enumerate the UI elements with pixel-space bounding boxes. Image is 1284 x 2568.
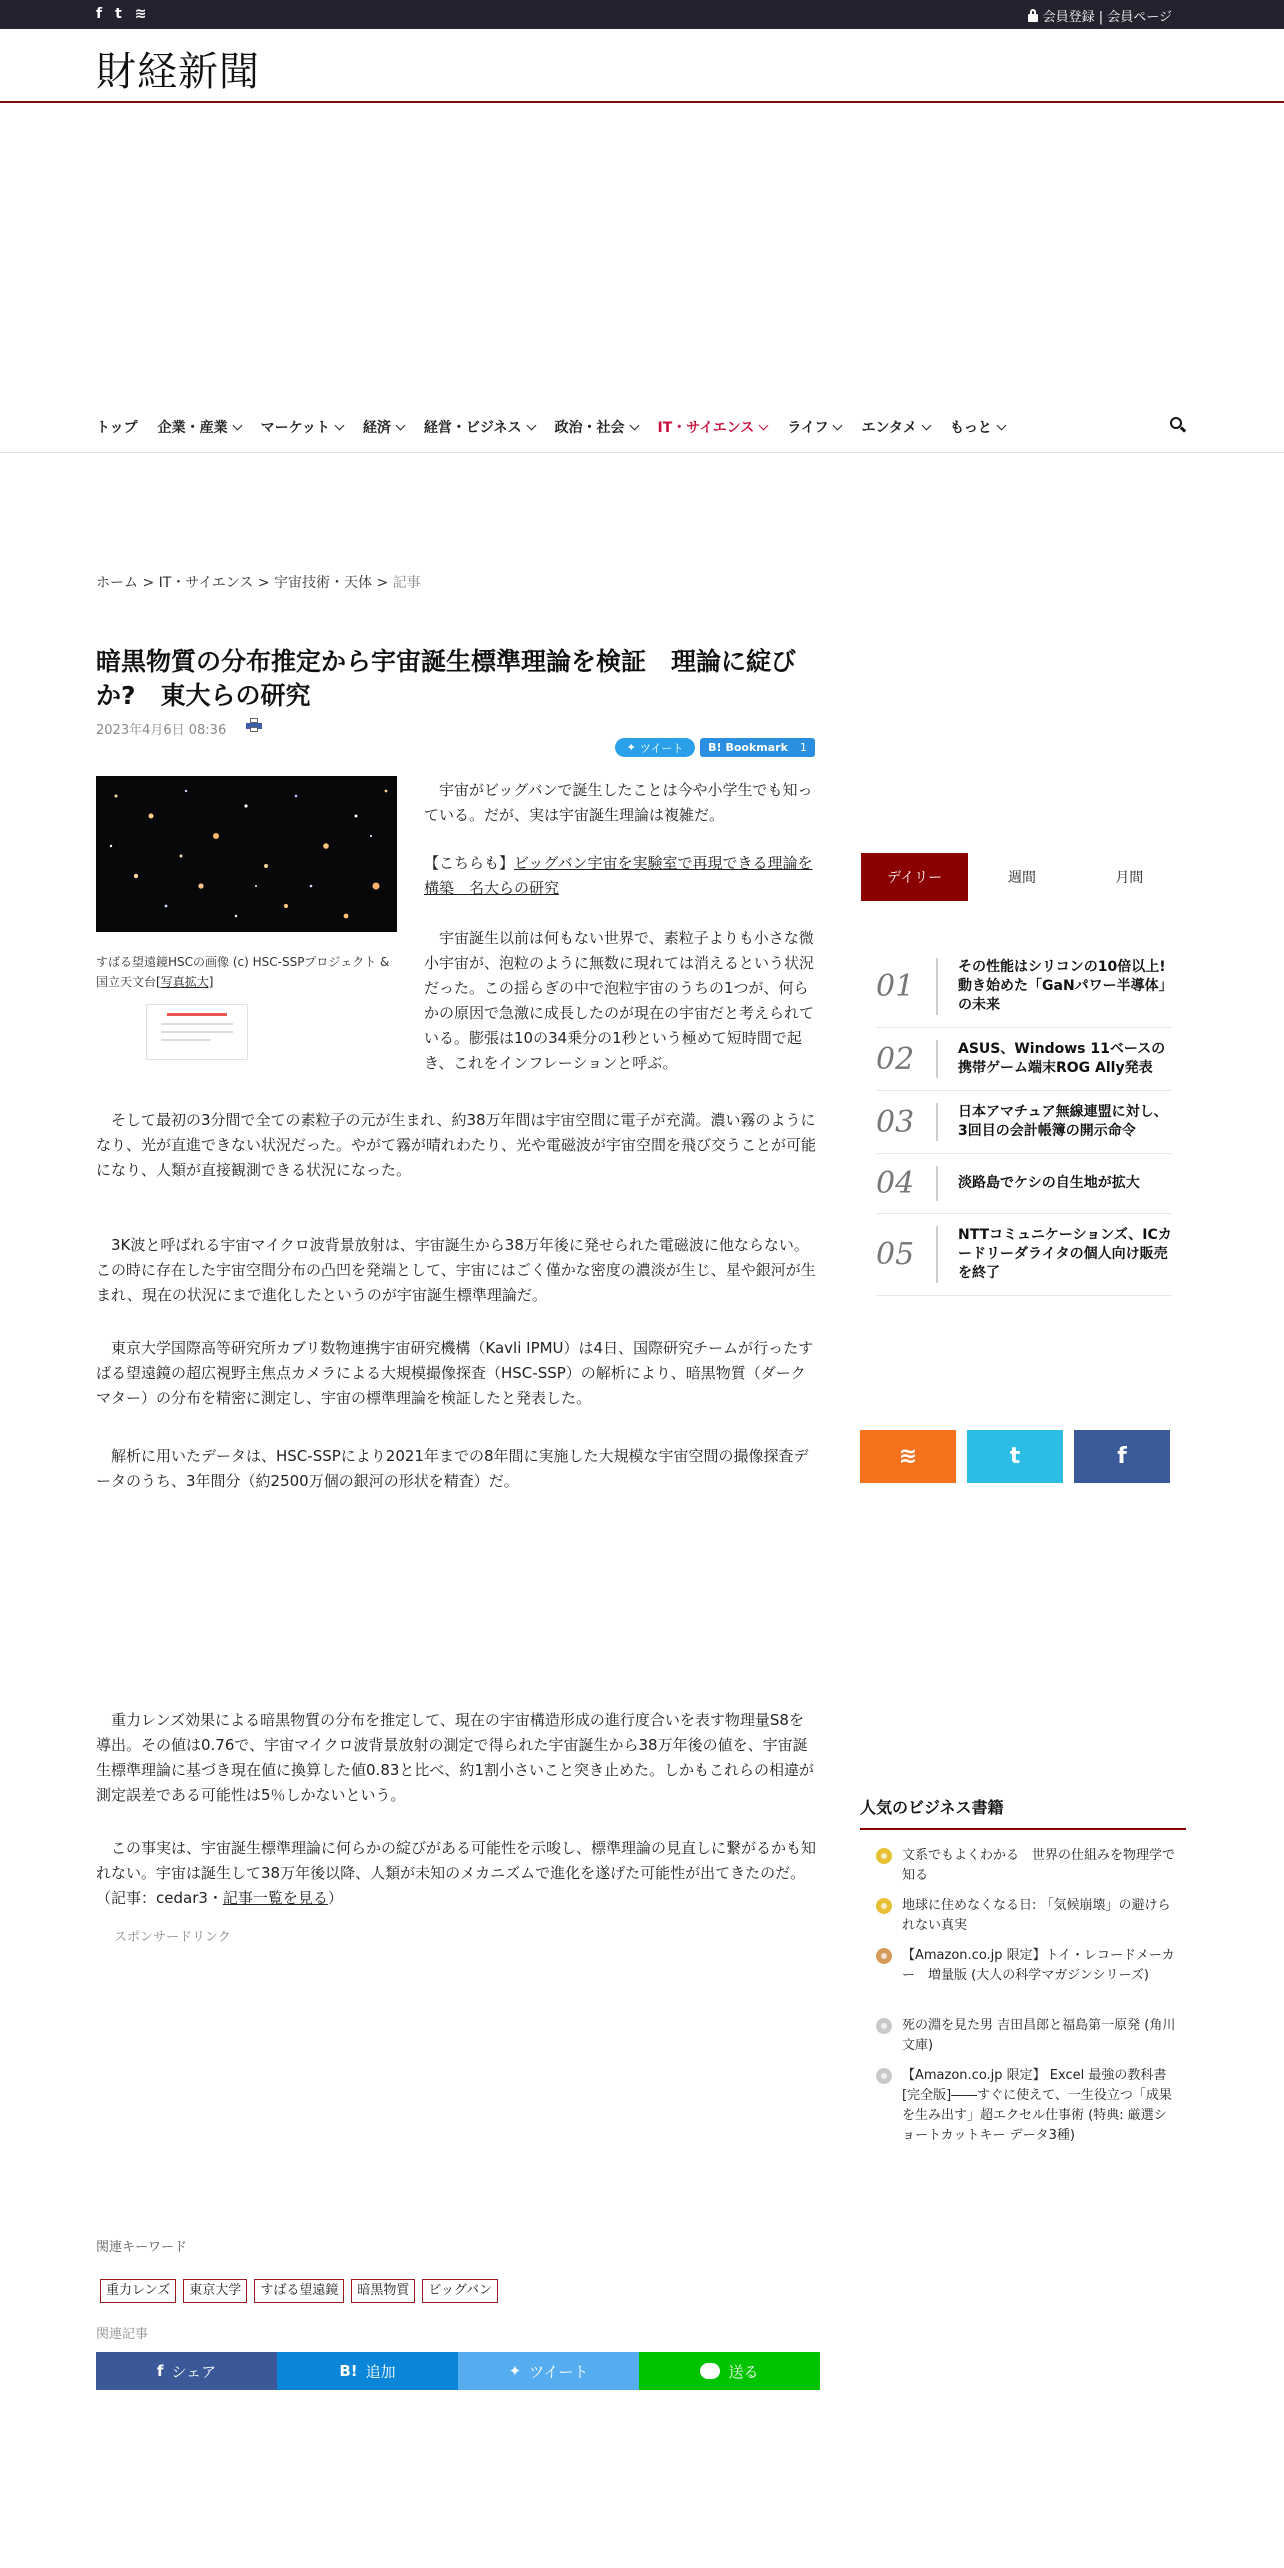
- ranking-item[interactable]: [876, 946, 1172, 1028]
- keyword-tag[interactable]: 暗黒物質: [351, 2279, 415, 2303]
- article-paragraph: そして最初の3分間で全ての素粒子の元が生まれ、約38万年間は宇宙空間に電子が充満。濃い霧のようになり、光が直進できない状況だった。やがて霧が晴れわたり、光や電磁波が宇宙空間を飛び交うことが可能になり、人類が直接観測できる状況になった。: [96, 1111, 817, 1179]
- nav-divider: [0, 452, 1284, 453]
- facebook-icon: f: [1117, 1444, 1127, 1469]
- rss-icon[interactable]: ≋: [134, 6, 147, 22]
- book-item[interactable]: [876, 1846, 1176, 1886]
- chevron-down-icon: [629, 420, 639, 430]
- breadcrumb-subcategory[interactable]: 宇宙技術・天体: [274, 575, 373, 591]
- crown-icon: [876, 1948, 892, 1964]
- book-title[interactable]: 地球に住めなくなる日: 「気候崩壊」の避けられない真実: [902, 1898, 1171, 1933]
- rank-title[interactable]: その性能はシリコンの10倍以上! 動き始めた「GaNパワー半導体」の未来: [958, 959, 1166, 1013]
- books-divider: [860, 1828, 1186, 1830]
- photo-caption: すばる望遠鏡HSCの画像 (c) HSC-SSPプロジェクト & 国立天文台[写真拡大]: [96, 955, 390, 989]
- chevron-down-icon: [334, 420, 344, 430]
- keyword-tag[interactable]: ビッグバン: [422, 2279, 498, 2303]
- line-share-button[interactable]: 送る: [639, 2352, 820, 2390]
- sponsored-link-label: スポンサードリンク: [114, 1930, 231, 1945]
- header-divider: [0, 101, 1284, 103]
- related-articles-label: 関連記事: [96, 2327, 149, 2342]
- twitter-icon[interactable]: t: [115, 6, 122, 22]
- keywords-label: 関連キーワード: [96, 2240, 188, 2255]
- chevron-down-icon: [232, 420, 242, 430]
- breadcrumb-category[interactable]: IT・サイエンス: [158, 575, 254, 591]
- top-bar: [0, 0, 1284, 29]
- hatena-icon: B!: [708, 741, 722, 754]
- article-paragraph: この事実は、宇宙誕生標準理論に何らかの綻びがある可能性を示唆し、標準理論の見直しに繋がるかも知れない。宇宙は誕生して38万年後以降、人類が未知のメカニズムで進化を遂げた可能性が出てきたのだ。（記事：cedar3・記事一覧を見る）: [96, 1839, 817, 1907]
- ranking-list: [876, 946, 1172, 1296]
- related-thumbnail[interactable]: [146, 1004, 248, 1060]
- keyword-tag[interactable]: 重力レンズ: [100, 2279, 176, 2303]
- share-bar: [96, 2352, 820, 2390]
- breadcrumb: ホーム > IT・サイエンス > 宇宙技術・天体 > 記事: [96, 575, 421, 591]
- keyword-list: [100, 2279, 498, 2303]
- site-logo[interactable]: 財経新聞: [96, 49, 260, 95]
- article-paragraph: 【こちらも】ビッグバン宇宙を実験室で再現できる理論を構築 名大らの研究: [424, 854, 813, 897]
- rank-title[interactable]: 日本アマチュア無線連盟に対し、3回目の会計帳簿の開示命令: [958, 1104, 1168, 1139]
- related-article-link[interactable]: ビッグバン宇宙を実験室で再現できる理論を構築 名大らの研究: [424, 854, 813, 897]
- article-paragraph: 解析に用いたデータは、HSC-SSPにより2021年までの8年間に実施した大規模な宇宙空間の撮像探査データのうち、3年間分（約2500万個の銀河の形状を精査）だ。: [96, 1447, 809, 1490]
- nav-item-economy[interactable]: 経済: [363, 417, 404, 437]
- twitter-icon: t: [1009, 1444, 1021, 1469]
- search-icon[interactable]: [1170, 417, 1186, 433]
- facebook-icon[interactable]: f: [96, 6, 103, 22]
- member-links-label[interactable]: 会員登録 | 会員ページ: [1042, 10, 1172, 25]
- nav-item-life[interactable]: ライフ: [787, 417, 841, 437]
- article-paragraph: 東京大学国際高等研究所カブリ数物連携宇宙研究機構（Kavli IPMU）は4日、国際研究チームが行ったすばる望遠鏡の超広視野主焦点カメラによる大規模撮像探査（HSC-SSP）の解析により、暗黒物質（ダークマター）の分布を精密に測定し、宇宙の標準理論を検証したと発表した。: [96, 1339, 814, 1407]
- rank-title[interactable]: ASUS、Windows 11ベースの携帯ゲーム端末ROG Ally発表: [958, 1041, 1166, 1076]
- book-item[interactable]: [876, 1946, 1176, 1986]
- crown-icon: [876, 1848, 892, 1864]
- nav-item-market[interactable]: マーケット: [261, 417, 343, 437]
- article-title: 暗黒物質の分布推定から宇宙誕生標準理論を検証 理論に綻びか? 東大らの研究: [96, 647, 797, 710]
- rss-button[interactable]: [860, 1430, 956, 1483]
- galaxy-image: [96, 776, 397, 932]
- member-links[interactable]: [1028, 6, 1172, 25]
- hatena-share-button[interactable]: B! 追加: [277, 2352, 458, 2390]
- main-nav: [96, 417, 1025, 437]
- twitter-share-button[interactable]: ✦ ツイート: [458, 2352, 639, 2390]
- rank-number: 03: [876, 1104, 915, 1140]
- top-social-links: [96, 6, 147, 22]
- tweet-button[interactable]: ✦ ツイート: [615, 738, 695, 757]
- twitter-icon: ✦: [626, 741, 636, 754]
- ranking-item[interactable]: [876, 1154, 1172, 1214]
- book-item[interactable]: [876, 1896, 1176, 1936]
- enlarge-photo-link[interactable]: [写真拡大]: [156, 975, 214, 989]
- nav-item-politics[interactable]: 政治・社会: [555, 417, 638, 437]
- tab-monthly[interactable]: 月間: [1115, 870, 1144, 886]
- facebook-icon: f: [156, 2362, 164, 2380]
- line-icon: [700, 2363, 720, 2379]
- book-item[interactable]: [876, 2066, 1176, 2146]
- ranking-tabs: [861, 853, 1183, 901]
- article-paragraph: 重力レンズ効果による暗黒物質の分布を推定して、現在の宇宙構造形成の進行度合いを表す物理量S8を導出。その値は0.76で、宇宙マイクロ波背景放射の測定で得られた宇宙誕生から38万年後の値を、宇宙誕生標準理論に基づき現在値に換算した値0.83と比べ、約1割小さいこと突き止めた。しかもこれらの相違が測定誤差である可能性は5％しかないという。: [96, 1711, 814, 1804]
- tab-weekly[interactable]: 週間: [1007, 870, 1036, 886]
- chevron-down-icon: [759, 420, 769, 430]
- chevron-down-icon: [395, 420, 405, 430]
- facebook-follow-button[interactable]: [1074, 1430, 1170, 1483]
- book-title[interactable]: 文系でもよくわかる 世界の仕組みを物理学で知る: [902, 1848, 1176, 1883]
- rank-title[interactable]: NTTコミュニケーションズ、ICカードリーダライタの個人向け販売を終了: [958, 1227, 1172, 1281]
- crown-icon: [876, 2068, 892, 2084]
- rank-number: 04: [876, 1166, 915, 1201]
- ranking-item[interactable]: [876, 1028, 1172, 1091]
- nav-item-business[interactable]: 経営・ビジネス: [424, 417, 535, 437]
- book-title[interactable]: 死の淵を見た男 吉田昌郎と福島第一原発 (角川文庫): [902, 2018, 1176, 2053]
- book-title[interactable]: 【Amazon.co.jp 限定】 Excel 最強の教科書[完全版]――すぐに使えて、一生役立つ「成果を生み出す」超エクセル仕事術 (特典: 厳選ショートカットキー データ3種): [902, 2068, 1172, 2143]
- article-paragraph: 宇宙誕生以前は何もない世界で、素粒子よりも小さな微小宇宙が、泡粒のように無数に現れては消えるという状況だった。この揺らぎの中で泡粒宇宙のうちの1つが、何らかの原因で急激に成長したのが現在の宇宙だと考えられている。膨張は10の34乗分の1秒という極めて短時間で起き、これをインフレーションと呼ぶ。: [424, 929, 815, 1072]
- nav-item-industry[interactable]: 企業・産業: [158, 417, 241, 437]
- rank-number: 01: [876, 969, 915, 1004]
- ranking-item[interactable]: [876, 1091, 1172, 1154]
- keyword-tag[interactable]: 東京大学: [183, 2279, 247, 2303]
- hatena-icon: B!: [339, 2362, 358, 2380]
- rank-number: 05: [876, 1237, 915, 1272]
- nav-item-more[interactable]: もっと: [950, 417, 1005, 437]
- facebook-share-button[interactable]: f シェア: [96, 2352, 277, 2390]
- nav-item-top[interactable]: トップ: [96, 420, 138, 436]
- article-paragraph: 宇宙がビッグバンで誕生したことは今や小学生でも知っている。だが、実は宇宙誕生理論は複雑だ。: [424, 781, 813, 824]
- rss-icon: ≋: [898, 1444, 918, 1469]
- bookmark-count: 1: [799, 741, 807, 754]
- chevron-down-icon: [526, 420, 536, 430]
- book-title[interactable]: 【Amazon.co.jp 限定】トイ・レコードメーカー 増量版 (大人の科学マガジンシリーズ): [902, 1948, 1175, 1983]
- chevron-down-icon: [833, 420, 843, 430]
- rank-title[interactable]: 淡路島でケシの自生地が拡大: [958, 1175, 1140, 1191]
- article-list-link[interactable]: 記事一覧を見る: [222, 1889, 328, 1907]
- books-heading: 人気のビジネス書籍: [860, 1798, 1004, 1817]
- rank-number: 02: [876, 1041, 915, 1077]
- article-date: 2023年4月6日 08:36: [96, 723, 227, 738]
- chevron-down-icon: [996, 420, 1006, 430]
- ranking-item[interactable]: [876, 1214, 1172, 1296]
- book-item[interactable]: [876, 2016, 1176, 2056]
- breadcrumb-home[interactable]: ホーム: [96, 575, 138, 591]
- nav-item-entertainment[interactable]: エンタメ: [861, 417, 929, 437]
- article-paragraph: 3K波と呼ばれる宇宙マイクロ波背景放射は、宇宙誕生から38万年後に発せられた電磁波に他ならない。この時に存在した宇宙空間分布の凸凹を発端として、宇宙にはごく僅かな密度の濃淡が生じ、星や銀河が生まれ、現在の状況にまで進化したというのが宇宙誕生標準理論だ。: [96, 1236, 816, 1304]
- print-icon[interactable]: [246, 718, 262, 732]
- nav-item-it-science[interactable]: IT・サイエンス: [658, 417, 768, 437]
- twitter-icon: ✦: [508, 2362, 522, 2380]
- keyword-tag[interactable]: すばる望遠鏡: [254, 2279, 344, 2303]
- lock-icon: [1028, 14, 1038, 22]
- breadcrumb-current: 記事: [392, 575, 421, 591]
- crown-icon: [876, 2018, 892, 2034]
- hatena-bookmark-button[interactable]: B! Bookmark 1: [700, 738, 815, 757]
- tab-daily[interactable]: デイリー: [861, 853, 968, 901]
- twitter-follow-button[interactable]: [967, 1430, 1063, 1483]
- crown-icon: [876, 1898, 892, 1914]
- article-photo[interactable]: [96, 776, 397, 932]
- chevron-down-icon: [921, 420, 931, 430]
